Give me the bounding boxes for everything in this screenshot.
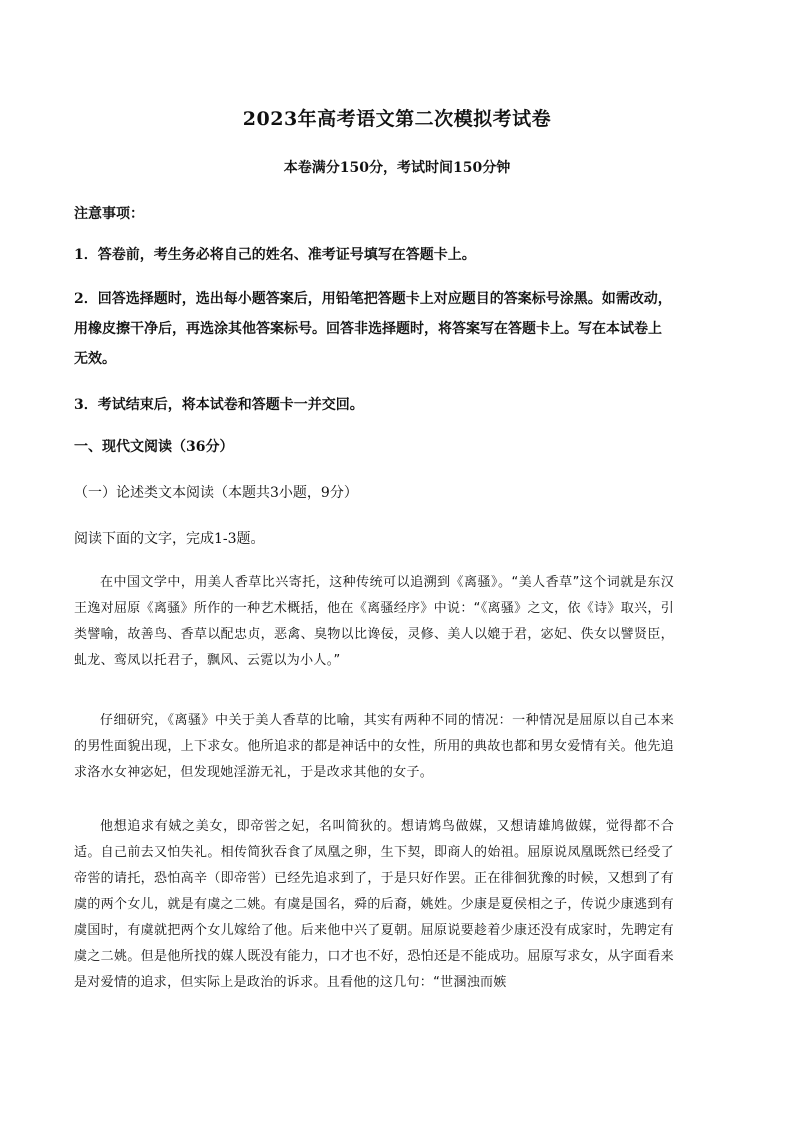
note-item-3: 3．考试结束后，将本试卷和答题卡一并交回。 <box>74 397 364 413</box>
reading-instruction: 阅读下面的文字，完成1-3题。 <box>74 531 265 547</box>
passage-paragraph: 仔细研究，《离骚》中关于美人香草的比喻，其实有两种不同的情况：一种情况是屈原以自己本来的男性面貌出现，上下求女。他所追求的都是神话中的女性，所用的典故也都和男女爱情有关。他先追求洛水女神宓妃，但发现她淫游无礼，于是改求其他的女子。 <box>74 713 674 780</box>
exam-info: 本卷满分150分，考试时间150分钟 <box>283 160 511 176</box>
note-item-2: 2．回答选择题时，选出每小题答案后，用铅笔把答题卡上对应题目的答案标号涂黑。如需改动，用橡皮擦干净后，再选涂其他答案标号。回答非选择题时，将答案写在答题卡上。写在本试卷上无效。 <box>74 291 672 367</box>
note-item-1: 1．答卷前，考生务必将自己的姓名、准考证号填写在答题卡上。 <box>74 247 476 263</box>
passage-paragraph: 他想追求有娀之美女，即帝喾之妃，名叫简狄的。想请鸩鸟做媒，又想请雄鸠做媒，觉得都不合适。自己前去又怕失礼。相传简狄吞食了凤凰之卵，生下契，即商人的始祖。屈原说凤凰既然已经受了帝喾的请托，恐怕高辛（即帝喾）已经先追求到了，于是只好作罢。正在徘徊犹豫的时候，又想到了有虞的两个女儿，就是有虞之二姚。有虞是国名，舜的后裔，姚姓。少康是夏侯相之子，传说少康逃到有虞国时，有虞就把两个女儿嫁给了他。后来他中兴了夏朝。屈原说要趁着少康还没有成家时，先聘定有虞之二姚。但是他所找的媒人既没有能力，口才也不好，恐怕还是不能成功。屈原写求女，从字面看来是对爱情的追求，但实际上是政治的诉求。且看他的这几句：“世溷浊而嫉 <box>74 819 674 990</box>
passage-paragraph: 在中国文学中，用美人香草比兴寄托，这种传统可以追溯到《离骚》。“美人香草”这个词就是东汉王逸对屈原《离骚》所作的一种艺术概括，他在《离骚经序》中说：“《离骚》之文，依《诗》取兴，引类譬喻，故善鸟、香草以配忠贞，恶禽、臭物以比谗佞，灵修、美人以媲于君，宓妃、佚女以譬贤臣，虬龙、鸾凤以托君子，飘风、云霓以为小人。” <box>74 575 674 668</box>
notes-heading: 注意事项： <box>74 206 144 222</box>
section-subheading: （一）论述类文本阅读（本题共3小题，9分） <box>74 485 358 501</box>
section-heading: 一、现代文阅读（36分） <box>74 439 234 455</box>
page-title: 2023年高考语文第二次模拟考试卷 <box>242 108 552 130</box>
